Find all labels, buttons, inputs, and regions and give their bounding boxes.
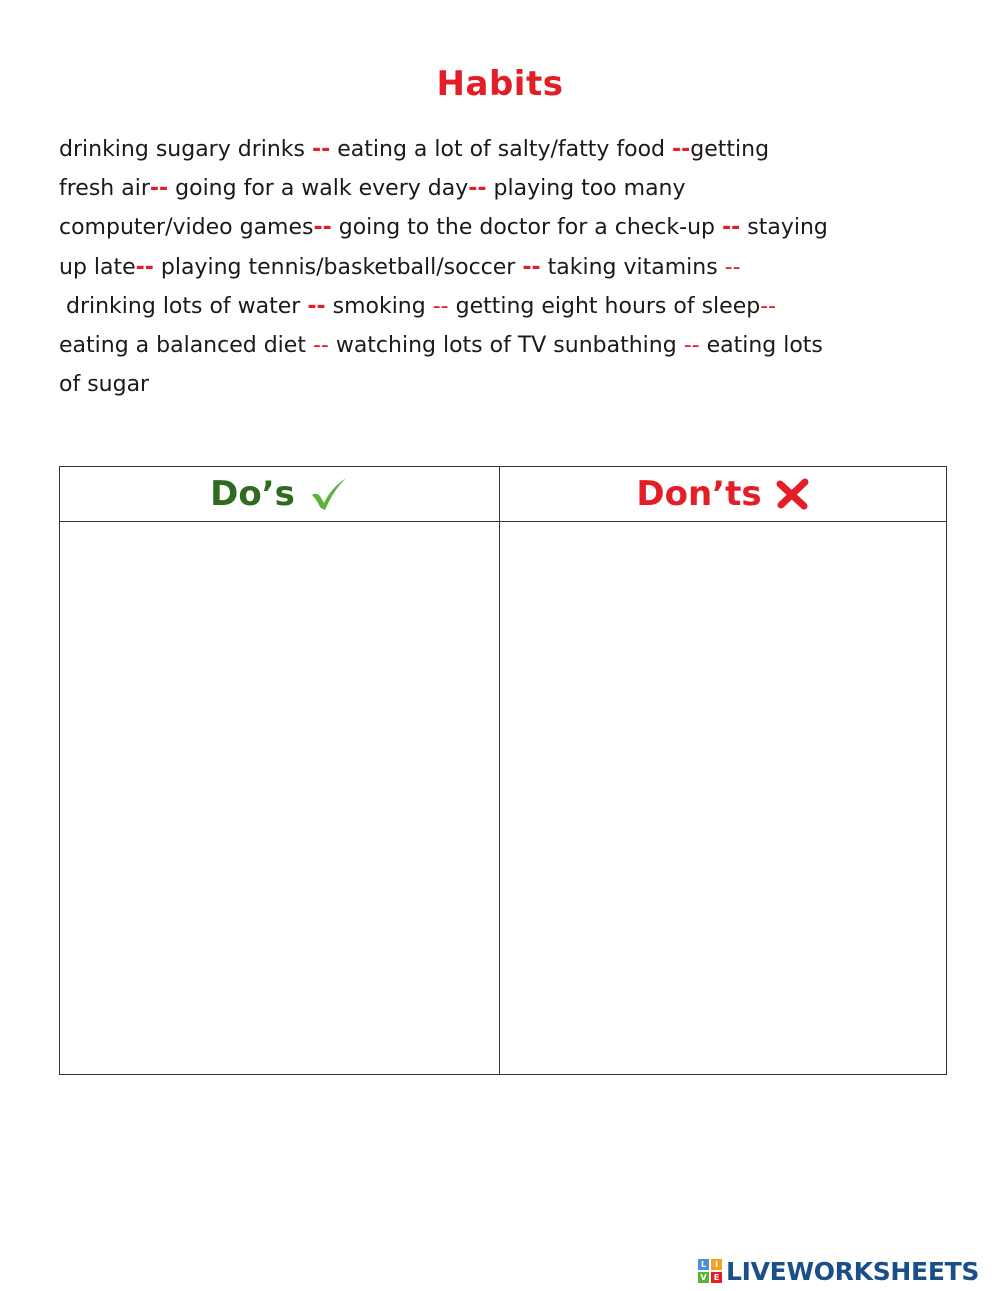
dos-drop-area[interactable] [60, 522, 499, 1074]
logo-tile: V [698, 1272, 709, 1283]
separator: -- [683, 332, 700, 358]
separator: -- [149, 176, 169, 202]
habit-phrase: drinking sugary drinks [59, 137, 312, 162]
habit-phrase: computer/video games [59, 215, 314, 241]
habit-phrase: taking vitamins [540, 254, 725, 280]
habit-phrase: going to the doctor for a check-up [331, 215, 722, 241]
liveworksheets-logo [698, 1256, 979, 1286]
dos-donts-table [59, 466, 947, 1075]
habit-phrase: drinking lots of water [59, 293, 308, 319]
habit-phrase: going for a walk every day [168, 176, 469, 202]
logo-tile: I [711, 1259, 722, 1270]
habit-phrase: of sugar [59, 372, 150, 398]
separator: -- [721, 215, 741, 241]
separator: -- [312, 137, 331, 162]
cross-mark-icon [776, 478, 810, 510]
habit-phrase: fresh air [59, 176, 150, 202]
habit-phrase: up late [59, 254, 136, 280]
dos-header [60, 467, 499, 521]
separator: -- [468, 176, 487, 202]
separator: -- [432, 293, 449, 319]
donts-drop-area[interactable] [500, 522, 946, 1074]
habit-phrase: getting eight hours of sleep [448, 293, 761, 319]
separator: -- [760, 293, 777, 319]
dos-label: Do’s [210, 474, 295, 514]
word-bank-line [59, 169, 959, 208]
habit-phrase: staying [740, 215, 828, 241]
word-bank [59, 130, 959, 404]
check-mark-icon [309, 476, 349, 512]
logo-tiles [698, 1259, 722, 1283]
word-bank-line [59, 130, 959, 169]
separator: -- [312, 332, 329, 358]
word-bank-line [59, 287, 959, 326]
habit-phrase: playing too many [486, 176, 686, 202]
word-bank-line [59, 208, 959, 247]
separator: -- [307, 293, 326, 319]
word-bank-line [59, 326, 959, 365]
logo-text: LIVEWORKSHEETS [726, 1256, 980, 1286]
word-bank-line [59, 365, 959, 404]
habit-phrase: eating a lot of salty/fatty food [330, 137, 673, 162]
logo-tile: E [711, 1272, 722, 1283]
donts-label: Don’ts [636, 474, 762, 514]
habit-phrase: eating lots [699, 332, 823, 358]
separator: -- [313, 215, 332, 241]
separator: -- [522, 254, 541, 280]
habit-phrase: watching lots of TV sunbathing [328, 332, 684, 358]
separator: -- [135, 254, 154, 280]
separator: -- [672, 137, 691, 162]
habit-phrase: playing tennis/basketball/soccer [153, 254, 523, 280]
page-title: Habits [436, 64, 564, 104]
logo-tile: L [698, 1259, 709, 1270]
donts-header [500, 467, 946, 521]
habit-phrase: smoking [325, 293, 433, 319]
separator: -- [724, 254, 741, 280]
habit-phrase: eating a balanced diet [59, 332, 313, 358]
word-bank-line [59, 248, 959, 287]
habit-phrase: getting [690, 137, 770, 162]
